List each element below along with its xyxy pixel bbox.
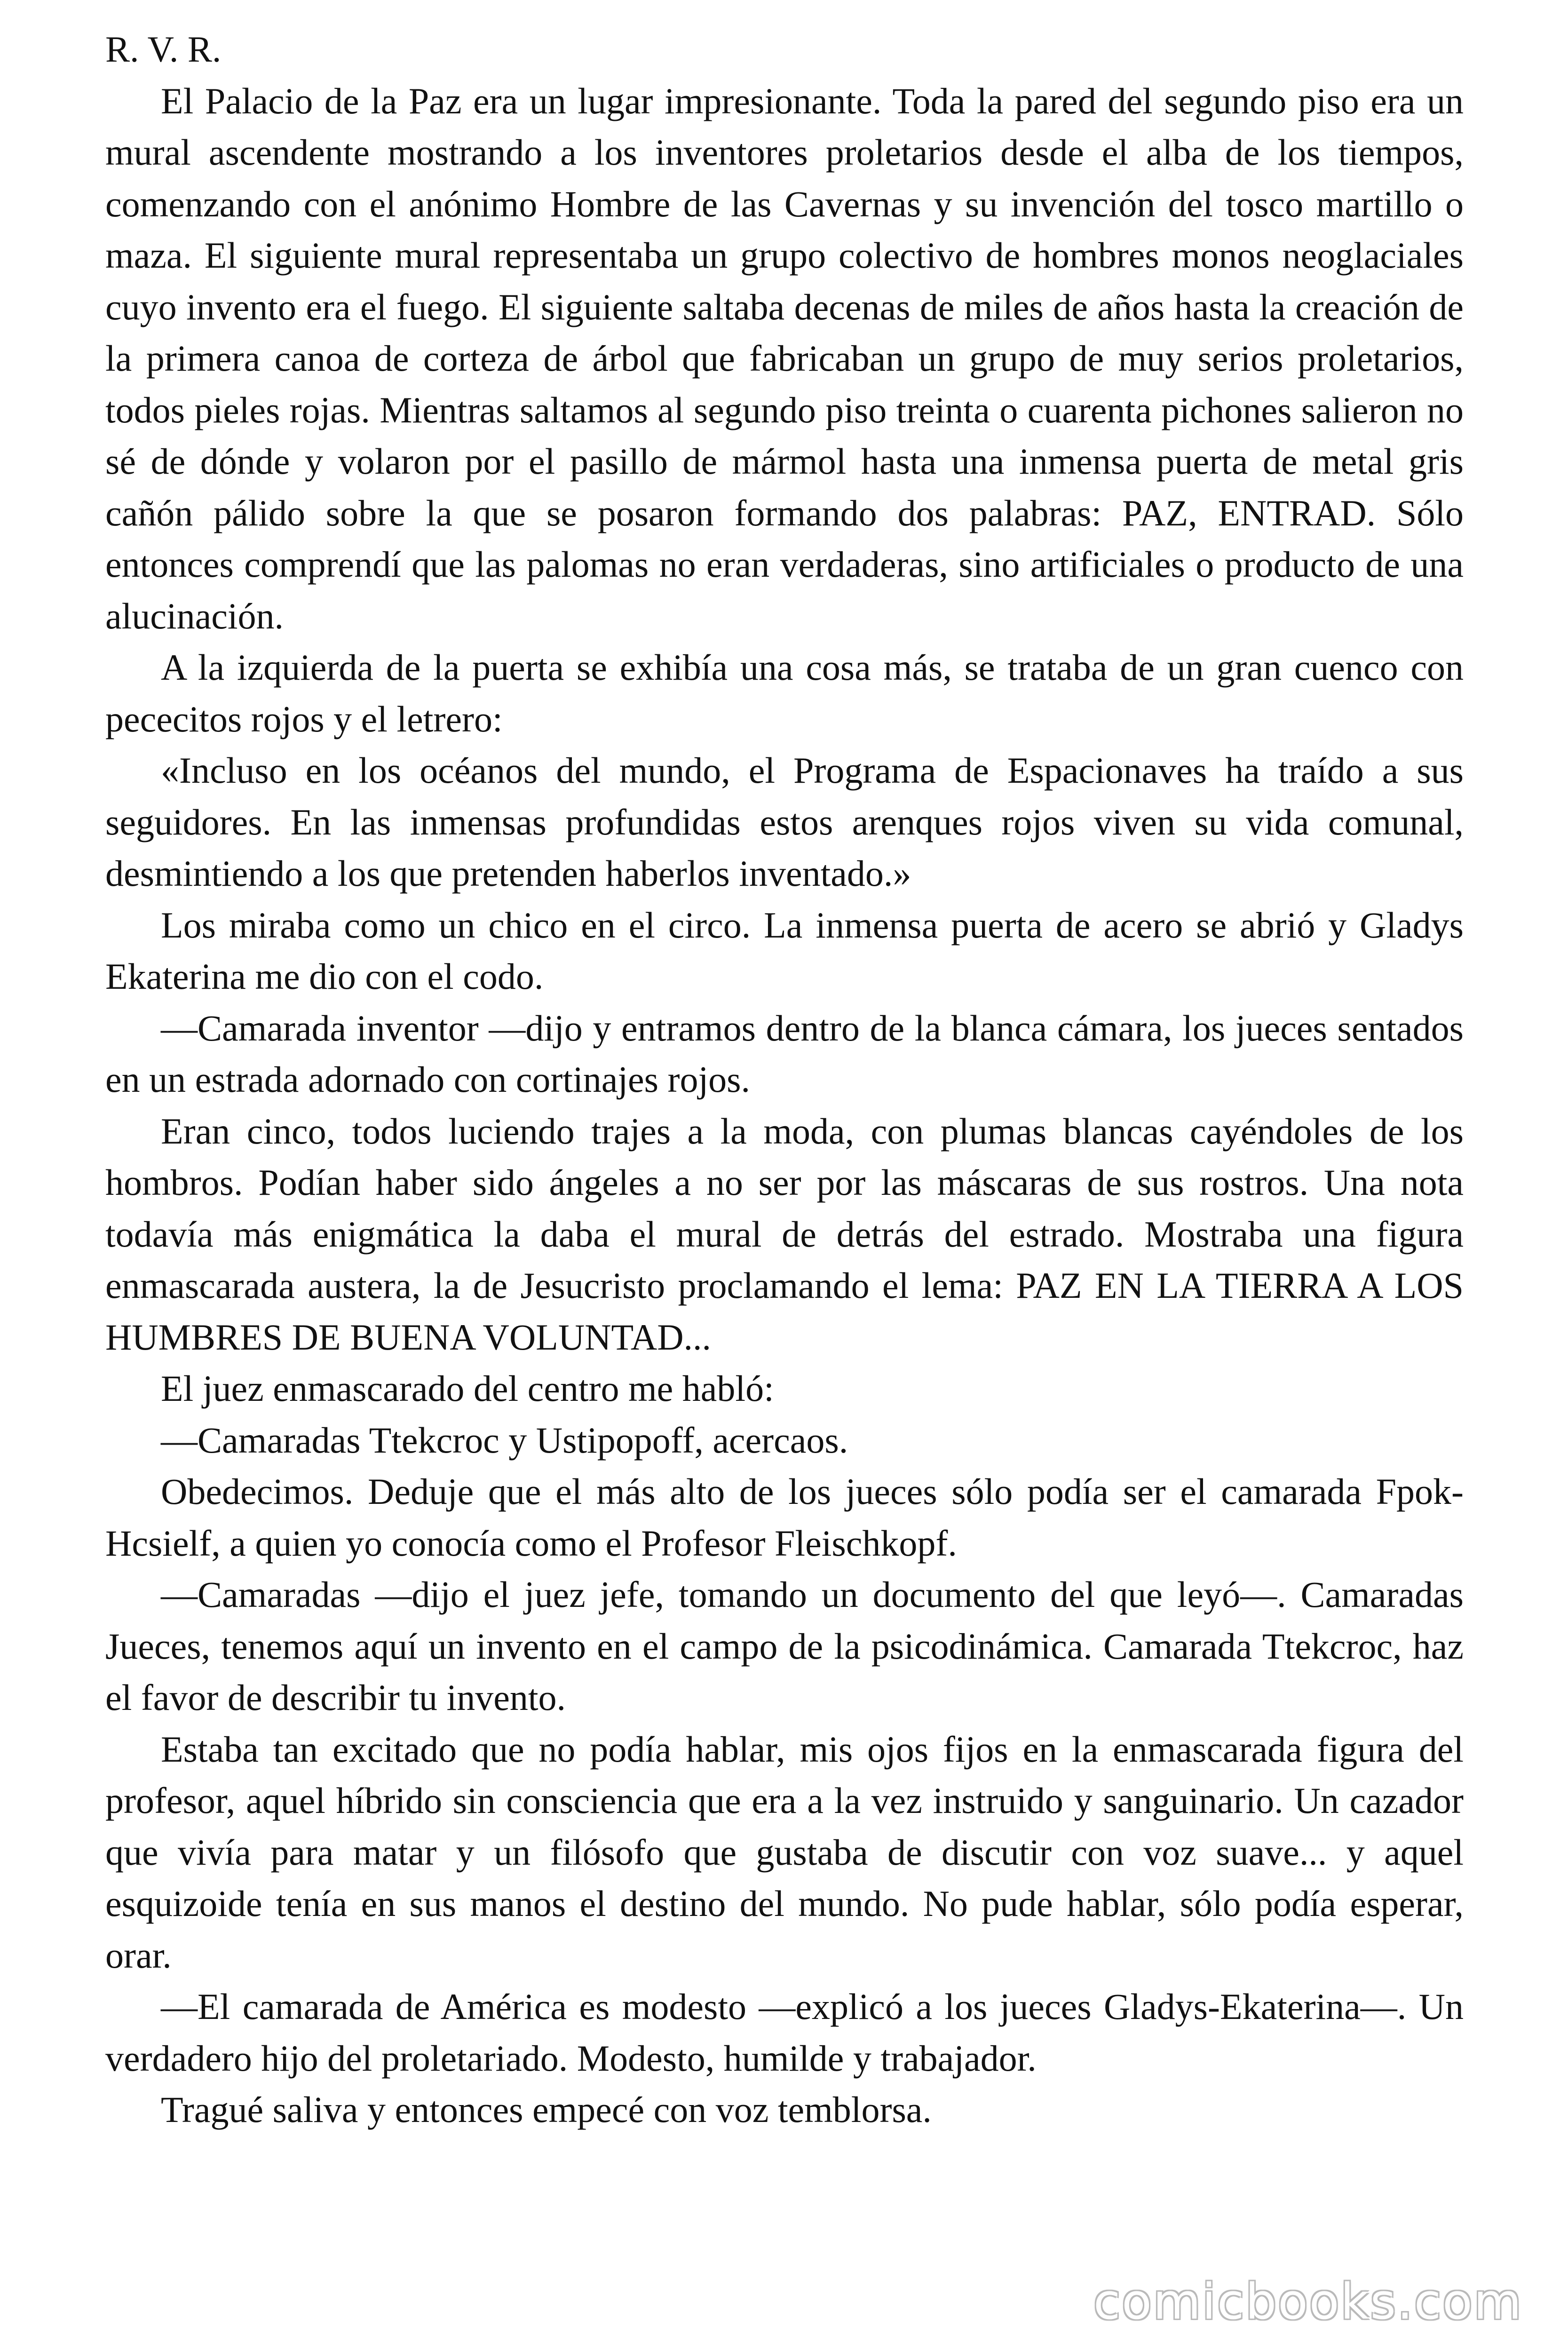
paragraph-door-opens: Los miraba como un chico en el circo. La inmensa puerta de acero se abrió y Gladys Ekaterina me dio con el codo.	[105, 904, 1464, 997]
paragraph-sign-quote: «Incluso en los océanos del mundo, el Programa de Espacionaves ha traído a sus seguidores. En las inmensas profundidas estos arenques rojos viven su vida comunal, desmintiendo a los que pretenden haberlos inventado.»	[105, 750, 1464, 894]
paragraph-modest-comrade: —El camarada de América es modesto —explicó a los jueces Gladys-Ekaterina—. Un verdadero hijo del proletariado. Modesto, humilde y trabajador.	[105, 1986, 1464, 2079]
paragraph-five-judges: Eran cinco, todos luciendo trajes a la moda, con plumas blancas cayéndoles de los hombros. Podían haber sido ángeles a no ser por las máscaras de sus rostros. Una nota todavía más enigmática la daba el mural de detrás del estrado. Mostraba una figura enmascarada austera, la de Jesucristo proclamando el lema: PAZ EN LA TIERRA A LOS HUMBRES DE BUENA VOLUNTAD...	[105, 1110, 1464, 1358]
paragraph-chief-judge: —Camaradas —dijo el juez jefe, tomando un documento del que leyó—. Camaradas Jueces, tenemos aquí un invento en el campo de la psicodinámica. Camarada Ttekcroc, haz el favor de describir tu invento.	[105, 1574, 1464, 1718]
paragraph-too-excited: Estaba tan excitado que no podía hablar, mis ojos fijos en la enmascarada figura del profesor, aquel híbrido sin consciencia que era a la vez instruido y sanguinario. Un cazador que vivía para matar y un filósofo que gustaba de discutir con voz suave... y aquel esquizoide tenía en sus manos el destino del mundo. No pude hablar, sólo podía esperar, orar.	[105, 1728, 1464, 1976]
paragraph-fishbowl: A la izquierda de la puerta se exhibía una cosa más, se trataba de un gran cuenco con pececitos rojos y el letrero:	[105, 647, 1464, 739]
running-header: R. V. R.	[105, 29, 222, 70]
site-watermark: comicbooks.com	[1093, 2273, 1523, 2330]
paragraph-enter-chamber: —Camarada inventor —dijo y entramos dentro de la blanca cámara, los jueces sentados en un estrada adornado con cortinajes rojos.	[105, 1007, 1464, 1100]
paragraph-come-closer: —Camaradas Ttekcroc y Ustipopoff, acercaos.	[161, 1419, 848, 1461]
paragraph-judge-spoke: El juez enmascarado del centro me habló:	[161, 1368, 774, 1409]
paragraph-obeyed: Obedecimos. Deduje que el más alto de los jueces sólo podía ser el camarada Fpok-Hcsielf, a quien yo conocía como el Profesor Fleischkopf.	[105, 1471, 1464, 1564]
paragraph-swallowed: Tragué saliva y entonces empecé con voz temblorsa.	[161, 2089, 932, 2130]
paragraph-palace-description: El Palacio de la Paz era un lugar impresionante. Toda la pared del segundo piso era un mural ascendente mostrando a los inventores proletarios desde el alba de los tiempos, comenzando con el anónimo Hombre de las Cavernas y su invención del tosco martillo o maza. El siguiente mural representaba un grupo colectivo de hombres monos neoglaciales cuyo invento era el fuego. El siguiente saltaba decenas de miles de años hasta la creación de la primera canoa de corteza de árbol que fabricaban un grupo de muy serios proletarios, todos pieles rojas. Mientras saltamos al segundo piso treinta o cuarenta pichones salieron no sé de dónde y volaron por el pasillo de mármol hasta una inmensa puerta de metal gris cañón pálido sobre la que se posaron formando dos palabras: PAZ, ENTRAD. Sólo entonces comprendí que las palomas no eran verdaderas, sino artificiales o producto de una alucinación.	[105, 80, 1464, 636]
book-page	[105, 24, 1464, 2272]
